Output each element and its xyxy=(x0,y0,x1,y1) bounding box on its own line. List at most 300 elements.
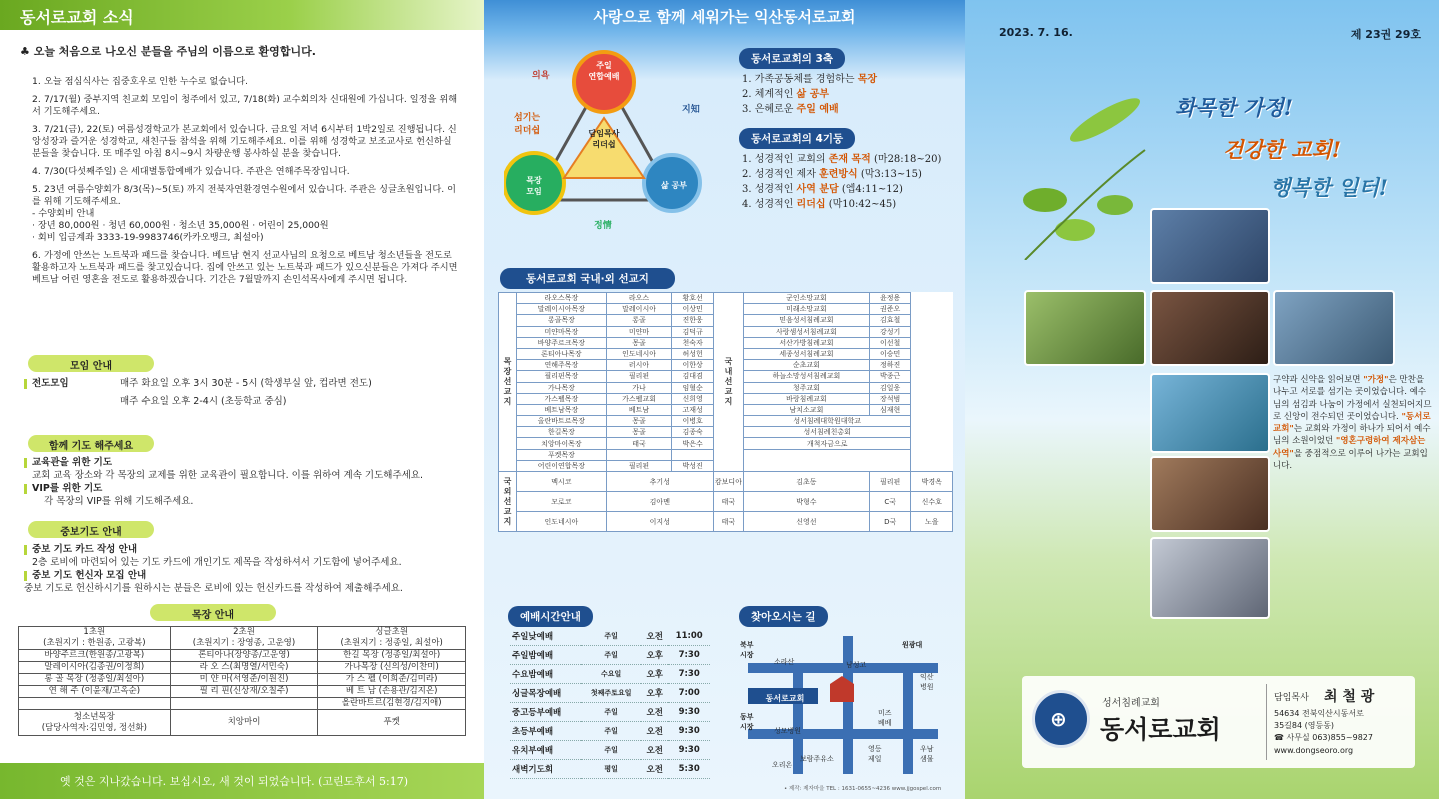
mission-cell: 이한상 xyxy=(672,360,714,371)
domestic-cell: 하늘소망성서침례교회 xyxy=(743,371,869,382)
three-item xyxy=(742,102,877,117)
worship-cell: 첫째주토요일 xyxy=(581,684,641,703)
news-list xyxy=(32,76,462,292)
domestic-pastor: 김일웅 xyxy=(869,382,911,393)
news-item xyxy=(32,166,462,178)
mok-youth-staff: (담당사역자:김민영, 정선화) xyxy=(41,722,147,733)
domestic-cell xyxy=(743,449,910,471)
worship-cell: 7:00 xyxy=(668,684,710,703)
mission-cell: 임혈순 xyxy=(672,382,714,393)
three-text: 1. 가족공동체를 경험하는 xyxy=(742,74,858,85)
map-place-4: 원광대 xyxy=(902,641,923,649)
slogan-3: 행복한 일터! xyxy=(1270,175,1388,200)
domestic-cell: 믿음성서침례교회 xyxy=(743,315,869,326)
mission-domestic-label: 목장선교지 xyxy=(499,293,517,472)
three-axes-list xyxy=(742,72,877,117)
three-item xyxy=(742,87,877,102)
mok-head-name: 싱글초원 xyxy=(375,627,409,637)
intercession-2-text: 중보 기도로 헌신하시기를 원하시는 분들은 로비에 있는 헌신카드를 작성하여 제출해주세요. xyxy=(24,583,403,594)
tri-left-label: 목장 모임 xyxy=(526,176,542,196)
news-number: 5. xyxy=(32,184,41,195)
worship-cell: 오후 xyxy=(641,665,668,684)
three-highlight: 주일 예배 xyxy=(796,104,839,115)
mission-cell: 김종숙 xyxy=(672,427,714,438)
worship-times-table xyxy=(510,627,710,779)
foreign-cell: 신영선 xyxy=(743,512,869,532)
four-ref: (막10:42~45) xyxy=(825,199,897,210)
worship-cell: 평일 xyxy=(581,760,641,779)
mission-cell: 가스펠목장 xyxy=(517,393,607,404)
meeting-line-1: 매주 화요일 오후 3시 30분 - 5시 (학생부실 앞, 컵라면 전도) xyxy=(120,378,372,389)
mok-cell: 가 스 펠 (이희준/김미라) xyxy=(318,674,466,686)
mok-head-leader: (초원지기 : 장영종, 고운영) xyxy=(192,638,296,648)
mission-cell: 말레이시아 xyxy=(606,304,672,315)
mission-cell: 라오스 xyxy=(606,293,672,304)
domestic-cell: 서산가방침례교회 xyxy=(743,337,869,348)
map-place-6: 동부 시장 xyxy=(740,713,754,731)
mission-cell: 몽골 xyxy=(606,337,672,348)
four-item xyxy=(742,197,941,212)
three-text: 3. 은혜로운 xyxy=(742,104,797,115)
foreign-cell: 태국 xyxy=(713,512,743,532)
worship-cell: 9:30 xyxy=(668,741,710,760)
church-name: 동서로교회 xyxy=(1100,715,1221,744)
map-place-8: 미즈 베베 xyxy=(878,709,892,727)
worship-cell: 주일 xyxy=(581,627,641,646)
worship-cell: 오후 xyxy=(641,646,668,665)
news-text: 7/21(금), 22(토) 여름성경학교가 본교회에서 있습니다. 금요일 저녁 6시부터 1박2일로 진행됩니다. 신앙성장과 즐거운 성경학교, 새친구들 참석을 위해 기도해주세요. 이를 위해 성경학교 보조교사로 헌신하실 분들을 찾습니다. 또 매주일 아침 8시~9시 차량운행 봉사하실 분을 찾습니다. xyxy=(32,124,457,159)
mission-title: 동서로교회 국내·외 선교지 xyxy=(500,268,675,289)
mok-cell: 바양주르크(한원종/고광복) xyxy=(19,650,171,662)
worship-cell: 오후 xyxy=(641,684,668,703)
map-place-7: 성모병원 xyxy=(774,727,802,735)
mission-cell: 가스펠교회 xyxy=(606,393,672,404)
four-text: 2. 성경적인 제자 xyxy=(742,169,820,180)
news-item xyxy=(32,76,462,88)
mission-cell: 라오스목장 xyxy=(517,293,607,304)
three-highlight: 삶 공부 xyxy=(796,89,830,100)
denomination-label: 성서침례교회 xyxy=(1102,698,1160,709)
mission-cell: 롱골 xyxy=(606,315,672,326)
mission-cell: 몽골 xyxy=(606,427,672,438)
worship-row xyxy=(510,627,710,646)
worship-cell: 오전 xyxy=(641,722,668,741)
mok-head-cell xyxy=(170,627,318,650)
meeting-info xyxy=(24,377,474,408)
foreign-row xyxy=(499,472,953,492)
prayer-2-head: VIP를 위한 기도 xyxy=(32,483,103,494)
map-place-2: 소라산 xyxy=(774,658,795,666)
mok-cell xyxy=(170,698,318,710)
domestic-cell: 미래소망교회 xyxy=(743,304,869,315)
four-highlight: 리더십 xyxy=(796,199,826,210)
worship-times-title: 예배시간안내 xyxy=(508,606,593,627)
foreign-cell: 멕시코 xyxy=(517,472,607,492)
domestic-pastor: 이승민 xyxy=(869,348,911,359)
mok-cell: 미 얀 마(서영준/이원진) xyxy=(170,674,318,686)
four-ref: (마28:18~20) xyxy=(870,154,942,165)
meeting-title: 모임 안내 xyxy=(28,355,154,372)
pastor-label: 담임목사 xyxy=(1274,693,1309,703)
mok-head-name: 2초원 xyxy=(233,627,255,637)
map-place-11: 영등 제일 xyxy=(868,745,882,763)
meeting-label: 전도모임 xyxy=(32,378,69,389)
worship-row xyxy=(510,703,710,722)
news-panel xyxy=(0,0,484,799)
domestic-pastor: 심재현 xyxy=(869,404,911,415)
news-number: 1. xyxy=(32,76,41,87)
tri-lab-top: 의욕 xyxy=(532,71,550,81)
four-highlight: 사역 분담 xyxy=(796,184,839,195)
worship-cell: 주일밤예배 xyxy=(510,646,581,665)
mok-row xyxy=(19,674,466,686)
mok-cell: 올란바트르(김현경/김지애) xyxy=(318,698,466,710)
four-text: 3. 성경적인 xyxy=(742,184,797,195)
news-text: 7/17(월) 중부지역 친교회 모임이 청주에서 있고, 7/18(화) 교수회의차 신대원에 가십니다. 일정을 위해서 기도해주세요. xyxy=(32,94,458,117)
mok-row xyxy=(19,662,466,674)
foreign-cell: D국 xyxy=(869,512,911,532)
mission-cell: 신희영 xyxy=(672,393,714,404)
mission-cell: 미얀마목장 xyxy=(517,326,607,337)
photo-4 xyxy=(1273,290,1395,366)
intercession-info xyxy=(24,543,474,595)
worship-cell: 9:30 xyxy=(668,722,710,741)
mission-cell: 푸켓목장 xyxy=(517,449,607,460)
worship-row xyxy=(510,684,710,703)
foreign-cell: C국 xyxy=(869,492,911,512)
worship-cell: 오전 xyxy=(641,627,668,646)
mok-cell xyxy=(19,698,171,710)
news-text: 7/30(다섯째주일) 은 세대별통합예배가 있습니다. 주관은 연해주목장입니다. xyxy=(44,166,350,177)
mission-cell: 미얀마 xyxy=(606,326,672,337)
mok-cell: 필 리 핀(신상재/오칠주) xyxy=(170,686,318,698)
mok-cell: 가나목장 (신의성/이찬미) xyxy=(318,662,466,674)
prayer-1-text: 교회 교육 장소와 각 목장의 교제를 위한 교육관이 필요합니다. 이를 위하여 계속 기도해주세요. xyxy=(32,470,424,481)
photo-6 xyxy=(1150,456,1270,532)
three-highlight: 목장 xyxy=(857,74,878,85)
foreign-cell: 신수호 xyxy=(911,492,953,512)
map-title: 찾아오시는 길 xyxy=(739,606,828,627)
news-number: 4. xyxy=(32,166,41,177)
map-church-label: 동서로교회 xyxy=(765,694,805,703)
mission-cell: 김대겸 xyxy=(672,371,714,382)
four-text: 4. 성경적인 xyxy=(742,199,797,210)
mission-table xyxy=(498,292,953,532)
mission-cell: 연해주목장 xyxy=(517,360,607,371)
foreign-cell: 필리핀 xyxy=(869,472,911,492)
credit-text: • 제작: 제자마을 TEL : 1631-0655~4236 www.jjgospel.com xyxy=(784,786,942,792)
mok-cell xyxy=(19,710,171,736)
mok-head-name: 1초원 xyxy=(83,627,106,637)
mok-cell: 말레이시아(김종권/이정희) xyxy=(19,662,171,674)
slogan-1: 화목한 가정! xyxy=(1175,95,1293,120)
mok-head-row xyxy=(19,627,466,650)
prayer-info xyxy=(24,456,474,508)
description-part: 은 만찬을 나누고 서로를 섬기는 곳이었습니다. 예수님의 섬김과 나눔이 가정에서 실천되어지므로 신앙이 전수되던 곳이었습니다. xyxy=(1273,375,1432,422)
tri-lab-left: 섬기는 리더쉽 xyxy=(514,113,541,136)
mok-cell: 치앙마이 xyxy=(170,710,318,736)
foreign-cell: 추기성 xyxy=(606,472,713,492)
tri-lab-bottom: 정情 xyxy=(594,221,612,231)
prayer-2-text: 각 목장의 VIP를 위해 기도해주세요. xyxy=(44,496,194,507)
domestic-pastor: 이선철 xyxy=(869,337,911,348)
worship-cell: 7:30 xyxy=(668,646,710,665)
worship-cell: 주일 xyxy=(581,741,641,760)
domestic-cell: 개척자금으로 xyxy=(743,438,910,449)
foreign-cell: 박경옥 xyxy=(911,472,953,492)
foreign-cell: 태국 xyxy=(713,492,743,512)
four-pillars-title: 동서로교회의 4기둥 xyxy=(739,128,855,149)
domestic-pastor: 정하진 xyxy=(869,360,911,371)
photo-5 xyxy=(1150,373,1270,453)
mission-cell: 몽골 xyxy=(606,416,672,427)
domestic-pastor: 박종근 xyxy=(869,371,911,382)
domestic-cell: 남치소교회 xyxy=(743,404,869,415)
mission-cell: 천숙자 xyxy=(672,337,714,348)
photo-2 xyxy=(1024,290,1146,366)
description-part: "영혼구령하여 제자삼는 사역" xyxy=(1273,436,1426,459)
news-item xyxy=(32,250,462,286)
address-line-2: 35길84 (영등동) xyxy=(1274,721,1335,730)
worship-cell: 오전 xyxy=(641,703,668,722)
worship-row xyxy=(510,646,710,665)
worship-row xyxy=(510,665,710,684)
news-header: 동서로교회 소식 xyxy=(0,0,484,30)
mok-head-leader: (초원지기 : 정종일, 최설아) xyxy=(340,638,443,648)
domestic-cell: 군인소망교회 xyxy=(743,293,869,304)
mission-cell: 박성진 xyxy=(672,460,714,471)
mok-youth-name: 청소년목장 xyxy=(73,711,115,722)
domestic-cell: 순초교회 xyxy=(743,360,869,371)
mission-cell: 황호선 xyxy=(672,293,714,304)
worship-cell: 새벽기도회 xyxy=(510,760,581,779)
mok-head-leader: (초원지기 : 한원종, 고광복) xyxy=(43,638,146,648)
description-part: 는 교회와 가정이 하나가 되어서 예수님의 소원이었던 xyxy=(1273,424,1431,447)
mission-cell: 진한웅 xyxy=(672,315,714,326)
mokjang-title: 목장 안내 xyxy=(150,604,276,621)
domestic-pastor: 장석범 xyxy=(869,393,911,404)
intercession-title: 중보기도 안내 xyxy=(28,521,154,538)
news-number: 2. xyxy=(32,94,41,105)
worship-cell: 수요일 xyxy=(581,665,641,684)
tri-top-label: 주일 연합예배 xyxy=(588,61,620,81)
phone-text: ☎ 사무실 063)855~9827 xyxy=(1274,733,1373,742)
foreign-row xyxy=(499,512,953,532)
worship-cell: 주일 xyxy=(581,722,641,741)
mission-cell: 태국 xyxy=(606,438,672,449)
worship-cell: 11:00 xyxy=(668,627,710,646)
news-item xyxy=(32,184,462,244)
domestic-cell: 성서침례친총회 xyxy=(743,427,910,438)
foreign-cell: 김아멘 xyxy=(606,492,713,512)
church-card: ⊕ 성서침례교회 동서로교회 담임목사 최 철 광 54634 전북익산시동서로 35길84 (영등동) ☎ 사무실 063)855~9827 www.dongseoro.org xyxy=(1022,676,1415,768)
news-number: 6. xyxy=(32,250,41,261)
description-part: "가정" xyxy=(1363,375,1389,385)
prayer-1-head: 교육관을 위한 기도 xyxy=(32,457,113,468)
mokjang-table xyxy=(18,626,466,736)
intercession-1-head: 중보 기도 카드 작성 안내 xyxy=(32,544,137,555)
pastor-name: 최 철 광 xyxy=(1324,689,1375,705)
domestic-pastor: 권준오 xyxy=(869,304,911,315)
map-place-12: 우남 샘물 xyxy=(920,745,934,763)
mission-cell: 론티아나목장 xyxy=(517,348,607,359)
foreign-cell: 캄보디아 xyxy=(713,472,743,492)
mok-cell: 라 오 스(최명열/서민숙) xyxy=(170,662,318,674)
worship-cell: 주일낮예배 xyxy=(510,627,581,646)
foreign-row xyxy=(499,492,953,512)
four-ref: (막3:13~15) xyxy=(857,169,922,180)
mission-cell: 어린이연합목장 xyxy=(517,460,607,471)
foreign-cell: 인도네시아 xyxy=(517,512,607,532)
worship-row xyxy=(510,741,710,760)
four-highlight: 존재 목적 xyxy=(828,154,871,165)
mission-cell: 올란바트르목장 xyxy=(517,416,607,427)
address-line-1: 54634 전북익산시동서로 xyxy=(1274,709,1364,718)
mission-cell: 필리핀 xyxy=(606,371,672,382)
four-item xyxy=(742,182,941,197)
mission-cell: 박은수 xyxy=(672,438,714,449)
three-item xyxy=(742,72,877,87)
tri-lab-right: 지知 xyxy=(682,105,700,115)
worship-cell: 유치부예배 xyxy=(510,741,581,760)
mission-cell xyxy=(672,449,714,460)
mission-cell: 김덕규 xyxy=(672,326,714,337)
mok-cell: 푸켓 xyxy=(318,710,466,736)
meeting-line-2: 매주 수요일 오후 2-4시 (초등학교 중심) xyxy=(120,396,287,407)
map-place-1: 북부 시장 xyxy=(740,641,754,659)
mission-cell: 인도네시아 xyxy=(606,348,672,359)
news-item xyxy=(32,124,462,160)
news-text: 가정에 안쓰는 노트북과 패드를 찾습니다. 베트남 현지 선교사님의 요청으로 베트남 청소년들을 전도로 활용하고자 노트북과 패드를 찾고있습니다. 집에 안쓰고 있는 노트북과 패드가 있으신분들은 가져다 주시면 베트남 어린 영혼을 전도로 활용하겠습니다. 기간은 7월말까지 손인석목사에게 주시면 됩니다. xyxy=(32,250,458,285)
mok-cell: 롱 골 목장 (정종일/최설아) xyxy=(19,674,171,686)
domestic-cell: 바랑침례교회 xyxy=(743,393,869,404)
worship-cell: 5:30 xyxy=(668,760,710,779)
mission-cell: 이병호 xyxy=(672,416,714,427)
domestic-cell: 청주교회 xyxy=(743,382,869,393)
foreign-cell: 김초동 xyxy=(743,472,869,492)
mission-cell: 롱골목장 xyxy=(517,315,607,326)
issue-date: 2023. 7. 16. xyxy=(999,26,1073,39)
issue-number: 제 23권 29호 xyxy=(1350,28,1421,41)
mok-cell: 연 해 주 (이윤재/고옥순) xyxy=(19,686,171,698)
worship-cell: 싱글목장예배 xyxy=(510,684,581,703)
mission-cell: 가나목장 xyxy=(517,382,607,393)
worship-cell: 주일 xyxy=(581,646,641,665)
domestic-pastor: 김효철 xyxy=(869,315,911,326)
mission-cell: 한길목장 xyxy=(517,427,607,438)
mok-head-cell xyxy=(318,627,466,650)
domestic-label: 국내선교지 xyxy=(713,293,743,472)
domestic-pastor: 강성기 xyxy=(869,326,911,337)
photo-7 xyxy=(1150,537,1270,619)
footer-verse: 옛 것은 지나갔습니다. 보십시오, 새 것이 되었습니다. (고린도후서 5:17) xyxy=(0,763,484,799)
mission-cell: 치앙마이목장 xyxy=(517,438,607,449)
domestic-cell: 성서침례대학원대학교 xyxy=(743,416,910,427)
mission-cell: 베트남목장 xyxy=(517,404,607,415)
map-place-9: 보람주유소 xyxy=(800,755,834,763)
domestic-cell: 사랑샘성서침례교회 xyxy=(743,326,869,337)
mok-row xyxy=(19,698,466,710)
description-part: 구약과 신약을 읽어보면 xyxy=(1273,375,1364,385)
welcome-text: ♣ 오늘 처음으로 나오신 분들을 주님의 이름으로 환영합니다. xyxy=(20,45,316,58)
mok-head-cell xyxy=(19,627,171,650)
news-text: 오늘 점심식사는 집중호우로 인한 누수로 없습니다. xyxy=(44,76,248,87)
worship-cell: 수요밤예배 xyxy=(510,665,581,684)
news-item xyxy=(32,94,462,118)
mission-cell: 고재성 xyxy=(672,404,714,415)
church-description xyxy=(1273,374,1433,472)
news-number: 3. xyxy=(32,124,41,135)
worship-row xyxy=(510,760,710,779)
map-place-5: 익산 병원 xyxy=(920,673,934,691)
photo-3 xyxy=(1150,290,1270,366)
mok-cell: 론티아나(장양종/고운영) xyxy=(170,650,318,662)
map-place-10: 오리온 xyxy=(772,761,793,769)
photo-1 xyxy=(1150,208,1270,284)
worship-cell: 중고등부예배 xyxy=(510,703,581,722)
prayer-title: 함께 기도 해주세요 xyxy=(28,435,154,452)
tri-right-label: 삶 공부 xyxy=(661,181,687,190)
domestic-cell: 세종성서침례교회 xyxy=(743,348,869,359)
mok-cell: 베 트 남 (손용관/김지온) xyxy=(318,686,466,698)
mok-row xyxy=(19,650,466,662)
mok-last-row xyxy=(19,710,466,736)
foreign-cell: 노을 xyxy=(911,512,953,532)
worship-cell: 주일 xyxy=(581,703,641,722)
mission-cell: 허성헌 xyxy=(672,348,714,359)
intercession-1-text: 2층 로비에 마련되어 있는 기도 카드에 개인기도 제목을 작성하셔서 기도함에 넣어주세요. xyxy=(32,557,402,568)
mok-row xyxy=(19,686,466,698)
worship-row xyxy=(510,722,710,741)
four-item xyxy=(742,152,941,167)
description-part: 을 중점적으로 이루어 나가는 교회입니다. xyxy=(1273,448,1428,472)
tri-center-label: 담임목사 리더쉽 xyxy=(588,129,620,149)
four-ref: (엡4:11~12) xyxy=(838,184,903,195)
worship-cell: 초등부예배 xyxy=(510,722,581,741)
foreign-cell: 이지성 xyxy=(606,512,713,532)
worship-cell: 9:30 xyxy=(668,703,710,722)
mission-cell xyxy=(606,449,672,460)
website-link[interactable]: www.dongseoro.org xyxy=(1274,746,1354,755)
three-axes-title: 동서로교회의 3축 xyxy=(739,48,845,69)
domestic-pastor: 윤정용 xyxy=(869,293,911,304)
four-item xyxy=(742,167,941,182)
mission-cell: 말레이시아목장 xyxy=(517,304,607,315)
mission-cell: 필리핀 xyxy=(606,460,672,471)
worship-cell: 7:30 xyxy=(668,665,710,684)
mission-cell: 이상민 xyxy=(672,304,714,315)
worship-cell: 오전 xyxy=(641,741,668,760)
foreign-cell: 모로코 xyxy=(517,492,607,512)
mission-cell: 러시아 xyxy=(606,360,672,371)
mok-cell: 한길 목장 (정종일/최설아) xyxy=(318,650,466,662)
map-place-3: 남성고 xyxy=(846,661,867,669)
four-text: 1. 성경적인 교회의 xyxy=(742,154,829,165)
church-header: 사랑으로 함께 세워가는 익산동서로교회 xyxy=(593,8,856,26)
mission-row xyxy=(499,293,953,304)
mission-cell: 바양주르크목장 xyxy=(517,337,607,348)
four-pillars-list xyxy=(742,152,941,212)
church-info-panel xyxy=(484,0,965,799)
mission-cell: 필리핀목장 xyxy=(517,371,607,382)
three-text: 2. 체계적인 xyxy=(742,89,797,100)
foreign-label: 국외선교지 xyxy=(499,472,517,532)
mission-cell: 베트남 xyxy=(606,404,672,415)
intercession-2-head: 중보 기도 헌신자 모집 안내 xyxy=(32,570,147,581)
news-text: 23년 여름수양회가 8/3(목)~5(토) 까지 전북자연환경연수원에서 있습니다. 주관은 싱글초원입니다. 이를 위해 기도해주세요. - 수양회비 안내 · 장년 80,000원 · 청년 60,000원 · 청소년 35,000원 · 어린이 25,000원 · 회비 입금계좌 3333-19-9983746(카카오뱅크, 최설아) xyxy=(32,184,456,243)
four-highlight: 훈련방식 xyxy=(819,169,858,180)
mission-cell: 가나 xyxy=(606,382,672,393)
